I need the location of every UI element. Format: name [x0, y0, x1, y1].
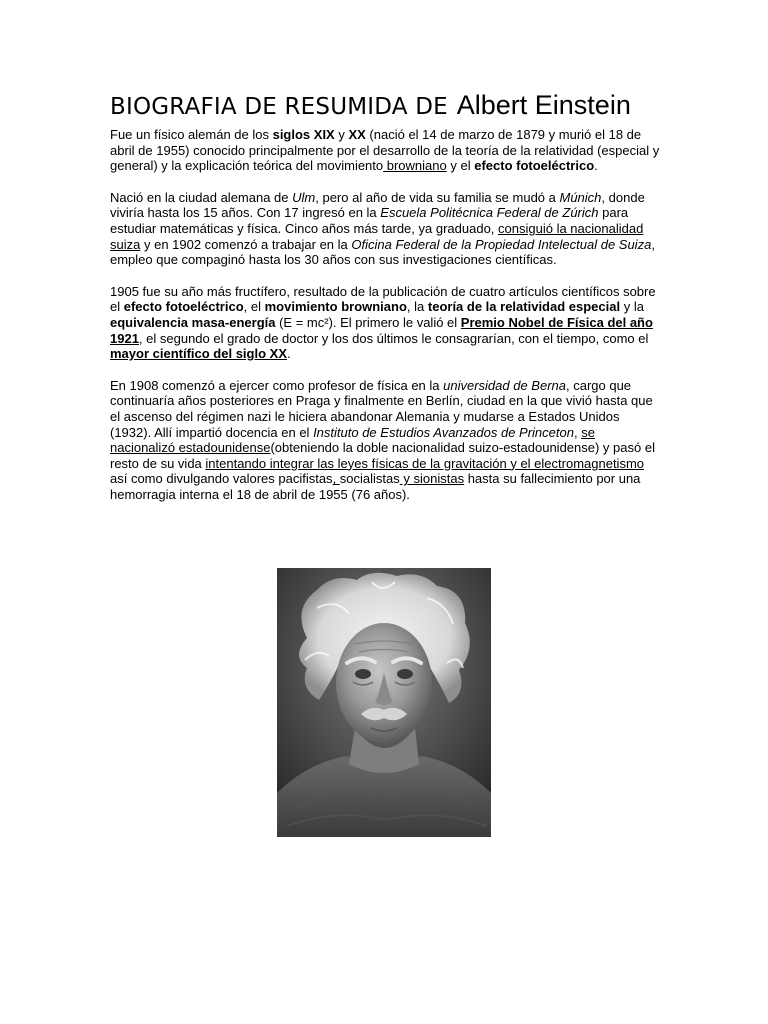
- paragraph-4: [110, 378, 662, 503]
- text-run: socialistas: [339, 471, 400, 487]
- text-run: Nació en la ciudad alemana de: [110, 189, 293, 205]
- italic-text: Múnich: [559, 189, 602, 205]
- text-run: , la: [406, 299, 428, 315]
- italic-text: Ulm: [292, 189, 316, 205]
- text-run: , donde viviría hasta los 15 años. Con 17 ingresó en la: [110, 189, 645, 221]
- text-run: En 1908 comenzó a ejercer como profesor de física en la: [110, 377, 444, 393]
- bold-text: movimiento browniano: [264, 299, 407, 315]
- document-title: [110, 84, 631, 126]
- italic-text: Oficina Federal de la Propiedad Intelectual de Suiza: [351, 236, 652, 252]
- bold-underlined-text: Premio Nobel de Física del año 1921: [110, 314, 653, 346]
- paragraph-2: [110, 190, 662, 268]
- document-body: [110, 127, 662, 518]
- text-run: así como divulgando valores pacifistas: [110, 471, 333, 487]
- text-run: .: [287, 346, 291, 362]
- bold-underlined-text: mayor científico del siglo XX: [110, 346, 287, 362]
- underlined-text: y sionistas: [399, 471, 465, 487]
- text-run: Fue un físico alemán de los: [110, 127, 273, 142]
- paragraph-3: [110, 284, 662, 362]
- text-run: 1905 fue su año más fructífero, resultado de la publicación de cuatro artículos científicos sobre el: [110, 283, 656, 315]
- bold-text: equivalencia masa-energía: [110, 314, 276, 330]
- text-run: , el segundo el grado de doctor y los dos últimos le consagrarían, con el tiempo, como el: [138, 330, 649, 346]
- text-run: (obteniendo la doble nacionalidad suizo-estadounidense) y pasó el resto de su vida: [110, 440, 655, 471]
- text-run: , empleo que compaginó hasta los 30 años con sus investigaciones científicas.: [110, 236, 655, 268]
- text-run: , el: [243, 299, 265, 315]
- text-run: (nació el 14 de marzo de 1879 y murió el 18 de abril de 1955) conocido principalmente por el desarrollo de la teoría de la relatividad (especial y general) y la explicación teórica del movimiento: [110, 127, 660, 174]
- title-part-1: BIOGRAFIA DE RESUMIDA DE: [110, 94, 448, 120]
- paragraph-1: [110, 127, 662, 174]
- bold-text: XX: [348, 127, 366, 142]
- bold-text: efecto fotoeléctrico: [474, 158, 595, 174]
- underlined-text: intentando integrar las leyes físicas de la gravitación y el electromagnetismo: [205, 455, 645, 471]
- text-run: para estudiar matemáticas y física. Cinco años más tarde, ya graduado,: [110, 205, 629, 236]
- underlined-text: consiguió la nacionalidad suiza: [110, 220, 644, 252]
- text-run: y: [334, 127, 349, 142]
- text-run: y en 1902 comenzó a trabajar en la: [140, 236, 352, 252]
- portrait-image: [277, 568, 491, 837]
- text-run: y la: [620, 299, 644, 315]
- underlined-text: se nacionalizó estadounidense: [110, 424, 595, 456]
- portrait-photo: [277, 568, 491, 837]
- bold-text: efecto fotoeléctrico: [123, 299, 244, 315]
- bold-text: siglos XIX: [272, 127, 335, 142]
- text-run: hasta su fallecimiento por una hemorragia interna el 18 de abril de 1955 (76 años).: [110, 471, 641, 502]
- italic-text: universidad de Berna: [443, 377, 566, 393]
- title-name: Albert Einstein: [456, 90, 631, 120]
- text-run: (E = mc²). El primero le valió el: [275, 314, 461, 330]
- text-run: , cargo que continuaría años posteriores en Praga y finalmente en Berlín, ciudad en la que vivió hasta que el ascenso del régimen nazi le hiciera abandonar Alemania y mudarse a Estados Unidos (1932). Allí impartió docencia en el: [110, 377, 653, 440]
- text-run: y el: [446, 158, 475, 174]
- italic-text: Escuela Politécnica Federal de Zúrich: [380, 205, 599, 221]
- text-run: .: [594, 158, 598, 174]
- text-run: ,: [573, 424, 582, 440]
- text-run: , pero al año de vida su familia se mudó a: [315, 189, 560, 205]
- italic-text: Instituto de Estudios Avanzados de Princeton: [313, 424, 574, 440]
- underlined-text: browniano: [383, 158, 447, 174]
- bold-text: teoría de la relatividad especial: [427, 299, 621, 315]
- underlined-text: ,: [332, 471, 340, 487]
